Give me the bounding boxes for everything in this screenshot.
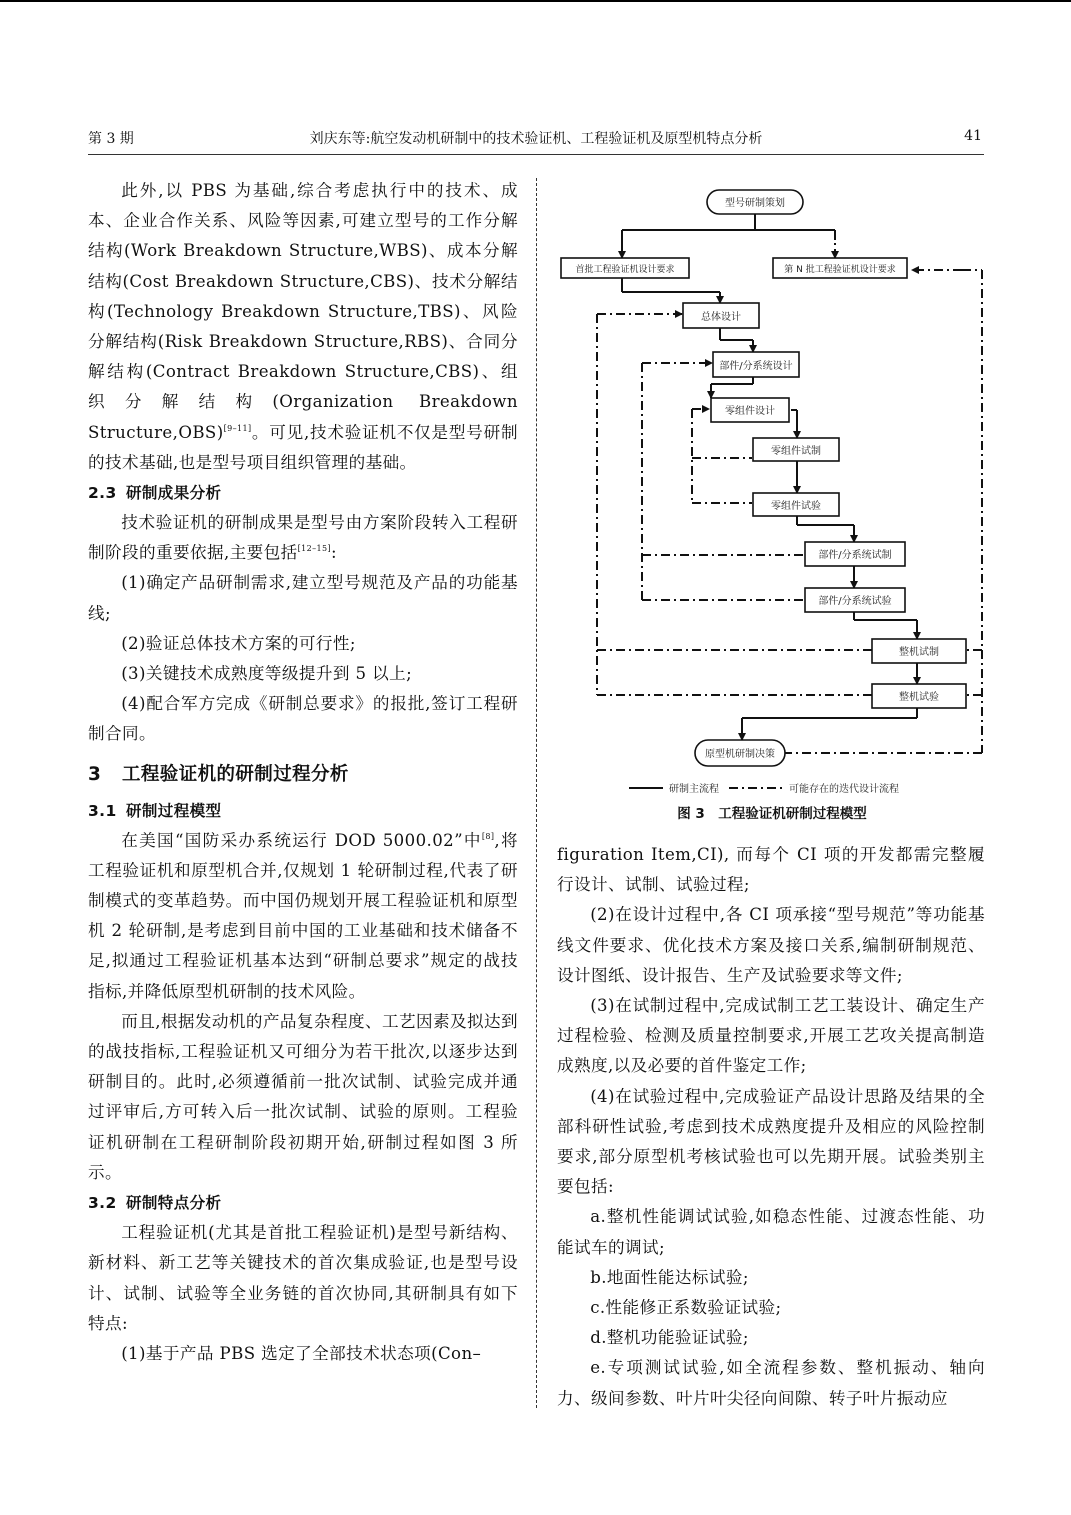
section-heading-3-1: 3.1 研制过程模型 [88, 801, 222, 820]
list-item: d.整机功能验证试验; [590, 1328, 749, 1348]
process-flowchart [557, 170, 987, 830]
top-rule [0, 0, 1071, 2]
issue-number: 第 3 期 [88, 131, 134, 147]
list-item: e.专项测试试验,如全流程参数、整机振动、轴向力、级间参数、叶片叶尖径向间隙、转子叶片振动应 [557, 1358, 985, 1408]
svg-text:研制主流程: 研制主流程 [669, 784, 719, 795]
list-item: (4)配合军方完成《研制总要求》的报批,签订工程研制合同。 [88, 694, 518, 744]
section-heading-2-3: 2.3 研制成果分析 [88, 484, 222, 503]
page-number: 41 [964, 128, 982, 144]
list-item: c.性能修正系数验证试验; [590, 1298, 782, 1318]
node-label: 零组件试验 [771, 501, 821, 512]
paragraph: 而且,根据发动机的产品复杂程度、工艺因素及拟达到的战技指标,工程验证机又可细分为若干批次,以逐步达到研制目的。此时,必须遵循前一批次试制、试验完成并通过评审后,方可转入后一批次试制、试验的原则。工程验证机研制在工程研制阶段初期开始,研制过程如图 3 所示。 [88, 1011, 518, 1182]
node-label: 第 N 批工程验证机设计要求 [784, 265, 896, 275]
list-item: (3)关键技术成熟度等级提升到 5 以上; [121, 664, 413, 684]
paragraph: figuration Item,CI), 而每个 CI 项的开发都需完整履行设计、试制、试验过程; [557, 845, 985, 895]
node-label: 原型机研制决策 [705, 749, 775, 760]
citation: [9–11] [223, 423, 252, 433]
section-heading-3-2: 3.2 研制特点分析 [88, 1194, 222, 1213]
paragraph: (1)基于产品 PBS 选定了全部技术状态项(Con– [121, 1343, 482, 1363]
paragraph: 技术验证机的研制成果是型号由方案阶段转入工程研制阶段的重要依据,主要包括[12–15]: [88, 513, 518, 563]
paragraph: (2)在设计过程中,各 CI 项承接“型号规范”等功能基线文件要求、优化技术方案及接口关系,编制研制规范、设计图纸、设计报告、生产及试验要求等文件; [557, 905, 985, 985]
running-header [88, 126, 984, 155]
paragraph: 在美国“国防采办系统运行 DOD 5000.02”中[8],将工程验证机和原型机合并,仅规划 1 轮研制过程,代表了研制模式的变革趋势。而中国仍规划开展工程验证机和原型机 2 轮研制,是考虑到目前中国的工业基础和技术储备不足,拟通过工程验证机基本达到“研制总要求”规定的战技指标,并降低原型机研制的技术风险。 [88, 830, 518, 1001]
node-label: 部件/分系统试验 [818, 596, 892, 607]
list-item: (1)确定产品研制需求,建立型号规范及产品的功能基线; [88, 573, 518, 623]
node-label: 总体设计 [701, 312, 741, 323]
paragraph: (3)在试制过程中,完成试制工艺工装设计、确定生产过程检验、检测及质量控制要求,开展工艺攻关提高制造成熟度,以及必要的首件鉴定工作; [557, 996, 985, 1076]
running-title: 刘庆东等:航空发动机研制中的技术验证机、工程验证机及原型机特点分析 [309, 131, 763, 147]
right-column [557, 840, 985, 1414]
paragraph: (4)在试验过程中,完成验证产品设计思路及结果的全部科研性试验,考虑到技术成熟度提升及相应的风险控制要求,部分原型机考核试验也可以先期开展。试验类别主要包括: [557, 1086, 985, 1197]
paragraph: 此外,以 PBS 为基础,综合考虑执行中的技术、成本、企业合作关系、风险等因素,可建立型号的工作分解结构(Work Breakdown Structure,WBS)、成本分解结构(Cost Breakdown Structure,CBS)、技术分解结构(Technology Breakdown Structure,TBS)、风险分解结构(Risk Breakdown Structure,RBS)、合同分解结构(Contract Breakdown Structure,CBS)、组织分解结构(Organization Breakdown Structure,OBS)[9–11]。可见,技术验证机不仅是型号研制的技术基础,也是型号项目组织管理的基础。 [88, 181, 518, 472]
list-item: b.地面性能达标试验; [590, 1267, 749, 1287]
node-label: 整机试验 [899, 692, 939, 703]
citation: [8] [481, 831, 495, 841]
node-label: 零组件试制 [771, 446, 821, 457]
left-column [88, 176, 518, 1369]
node-label: 型号研制策划 [725, 198, 785, 209]
node-label: 整机试制 [899, 647, 939, 658]
figure-caption: 图 3 工程验证机研制过程模型 [677, 806, 867, 822]
list-item: a.整机性能调试试验,如稳态性能、过渡态性能、功能试车的调试; [557, 1207, 985, 1257]
node-label: 部件/分系统试制 [818, 550, 892, 561]
paragraph: 工程验证机(尤其是首批工程验证机)是型号新结构、新材料、新工艺等关键技术的首次集成验证,也是型号设计、试制、试验等全业务链的首次协同,其研制具有如下特点: [88, 1223, 518, 1333]
node-label: 零组件设计 [725, 406, 775, 417]
section-heading-3: 3 工程验证机的研制过程分析 [88, 763, 349, 785]
svg-text:可能存在的迭代设计流程: 可能存在的迭代设计流程 [789, 784, 899, 795]
list-item: (2)验证总体技术方案的可行性; [121, 633, 356, 653]
citation: [12–15] [297, 544, 332, 554]
column-divider [536, 178, 537, 1408]
node-label: 部件/分系统设计 [719, 361, 793, 372]
node-label: 首批工程验证机设计要求 [575, 265, 675, 275]
